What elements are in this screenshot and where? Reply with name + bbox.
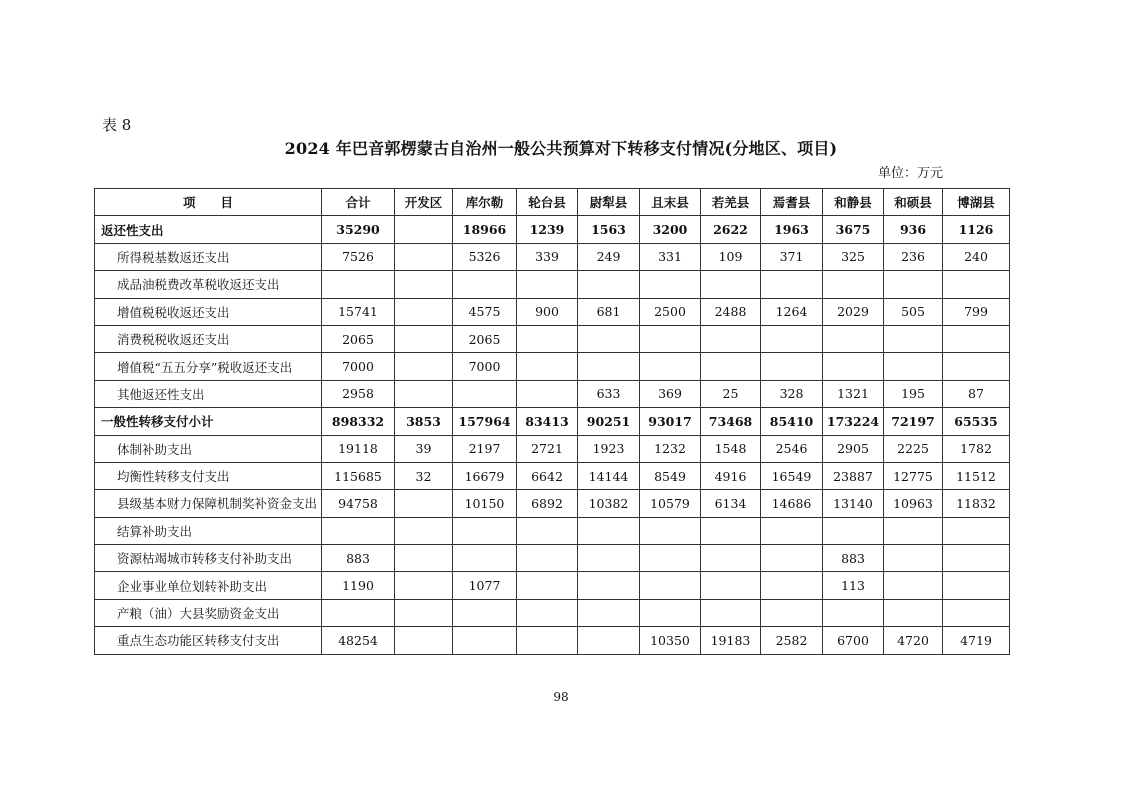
table-cell: 339: [517, 243, 578, 270]
table-cell: 93017: [640, 408, 701, 435]
table-cell: [578, 627, 640, 654]
table-row: [95, 517, 1010, 544]
row-label: 结算补助支出: [95, 517, 322, 544]
table-cell: 2065: [453, 325, 517, 352]
table-row: [95, 435, 1010, 462]
table-cell: [701, 325, 761, 352]
column-header: 焉耆县: [761, 189, 823, 216]
table-cell: 1321: [823, 380, 884, 407]
table-cell: [761, 572, 823, 599]
table-cell: [578, 545, 640, 572]
table-row: [95, 298, 1010, 325]
table-cell: 48254: [322, 627, 395, 654]
table-cell: 7526: [322, 243, 395, 270]
table-cell: 65535: [943, 408, 1010, 435]
table-cell: 195: [884, 380, 943, 407]
table-cell: [453, 599, 517, 626]
row-label: 成品油税费改革税收返还支出: [95, 271, 322, 298]
table-cell: 936: [884, 216, 943, 243]
table-cell: 7000: [322, 353, 395, 380]
table-cell: [701, 572, 761, 599]
table-cell: [578, 353, 640, 380]
table-cell: 2029: [823, 298, 884, 325]
table-row: [95, 572, 1010, 599]
row-label: 消费税税收返还支出: [95, 325, 322, 352]
table-cell: [761, 599, 823, 626]
table-cell: 83413: [517, 408, 578, 435]
table-row: [95, 353, 1010, 380]
table-cell: [884, 325, 943, 352]
table-cell: [823, 325, 884, 352]
table-cell: [943, 353, 1010, 380]
table-row: [95, 408, 1010, 435]
table-cell: 19183: [701, 627, 761, 654]
table-label: 表 8: [102, 116, 132, 134]
table-cell: 900: [517, 298, 578, 325]
table-row: [95, 627, 1010, 654]
table-cell: [395, 517, 453, 544]
table-cell: 681: [578, 298, 640, 325]
table-row: [95, 490, 1010, 517]
table-cell: [823, 271, 884, 298]
table-cell: 8549: [640, 462, 701, 489]
table-cell: 4720: [884, 627, 943, 654]
row-label: 县级基本财力保障机制奖补资金支出: [95, 490, 322, 517]
table-cell: 2488: [701, 298, 761, 325]
table-cell: 18966: [453, 216, 517, 243]
table-cell: 633: [578, 380, 640, 407]
table-cell: [761, 325, 823, 352]
table-cell: 2197: [453, 435, 517, 462]
table-row: [95, 462, 1010, 489]
table-cell: 12775: [884, 462, 943, 489]
table-cell: 3853: [395, 408, 453, 435]
table-cell: 1232: [640, 435, 701, 462]
table-cell: [884, 353, 943, 380]
table-cell: [322, 599, 395, 626]
table-cell: 14686: [761, 490, 823, 517]
table-cell: 173224: [823, 408, 884, 435]
table-cell: 14144: [578, 462, 640, 489]
table-cell: 249: [578, 243, 640, 270]
table-cell: 1563: [578, 216, 640, 243]
table-cell: 72197: [884, 408, 943, 435]
table-cell: [395, 490, 453, 517]
table-cell: 3675: [823, 216, 884, 243]
table-cell: 157964: [453, 408, 517, 435]
table-cell: 1239: [517, 216, 578, 243]
table-cell: [884, 599, 943, 626]
table-cell: 1190: [322, 572, 395, 599]
table-cell: [701, 599, 761, 626]
table-cell: [517, 517, 578, 544]
table-cell: [701, 517, 761, 544]
table-cell: [322, 517, 395, 544]
table-cell: [395, 380, 453, 407]
table-cell: [943, 572, 1010, 599]
table-cell: [453, 627, 517, 654]
table-cell: 11832: [943, 490, 1010, 517]
table-cell: 1126: [943, 216, 1010, 243]
table-cell: [640, 599, 701, 626]
table-cell: [701, 271, 761, 298]
table-cell: [453, 517, 517, 544]
table-cell: 3200: [640, 216, 701, 243]
row-label: 体制补助支出: [95, 435, 322, 462]
page-number: 98: [553, 690, 569, 704]
table-cell: [517, 271, 578, 298]
table-cell: 325: [823, 243, 884, 270]
table-cell: 236: [884, 243, 943, 270]
table-cell: [943, 517, 1010, 544]
table-row: [95, 380, 1010, 407]
table-cell: 113: [823, 572, 884, 599]
table-cell: 23887: [823, 462, 884, 489]
unit-label: 单位：万元: [878, 166, 944, 181]
table-cell: [578, 599, 640, 626]
table-cell: 2500: [640, 298, 701, 325]
table-cell: [395, 572, 453, 599]
table-cell: [640, 572, 701, 599]
table-cell: [640, 325, 701, 352]
table-cell: 5326: [453, 243, 517, 270]
table-cell: [322, 271, 395, 298]
table-cell: 32: [395, 462, 453, 489]
row-label: 返还性支出: [95, 216, 322, 243]
table-row: [95, 216, 1010, 243]
table-cell: [761, 353, 823, 380]
table-cell: 2622: [701, 216, 761, 243]
table-cell: [884, 271, 943, 298]
table-header-row: [95, 189, 1010, 216]
table-cell: [517, 627, 578, 654]
table-cell: [943, 325, 1010, 352]
table-cell: 10382: [578, 490, 640, 517]
table-cell: 2958: [322, 380, 395, 407]
table-cell: 35290: [322, 216, 395, 243]
table-cell: [395, 599, 453, 626]
table-cell: 73468: [701, 408, 761, 435]
column-header: 轮台县: [517, 189, 578, 216]
table-cell: 331: [640, 243, 701, 270]
table-cell: [884, 572, 943, 599]
table-cell: 4575: [453, 298, 517, 325]
row-label: 增值税税收返还支出: [95, 298, 322, 325]
table-cell: 94758: [322, 490, 395, 517]
row-label: 均衡性转移支付支出: [95, 462, 322, 489]
table-row: [95, 599, 1010, 626]
table-cell: [395, 545, 453, 572]
table-cell: 10150: [453, 490, 517, 517]
column-header: 且末县: [640, 189, 701, 216]
table-cell: [453, 545, 517, 572]
table-row: [95, 271, 1010, 298]
table-cell: 109: [701, 243, 761, 270]
table-cell: 16549: [761, 462, 823, 489]
table-cell: 1923: [578, 435, 640, 462]
table-cell: 2225: [884, 435, 943, 462]
table-cell: 16679: [453, 462, 517, 489]
table-cell: 13140: [823, 490, 884, 517]
table-cell: 39: [395, 435, 453, 462]
table-cell: 799: [943, 298, 1010, 325]
table-cell: 90251: [578, 408, 640, 435]
table-cell: 1782: [943, 435, 1010, 462]
table-cell: [517, 599, 578, 626]
table-cell: [701, 353, 761, 380]
table-cell: [517, 545, 578, 572]
table-cell: [517, 325, 578, 352]
table-cell: [640, 517, 701, 544]
table-cell: 87: [943, 380, 1010, 407]
table-cell: [453, 271, 517, 298]
table-cell: [395, 243, 453, 270]
table-cell: [884, 545, 943, 572]
table-cell: [578, 271, 640, 298]
table-cell: 369: [640, 380, 701, 407]
row-label: 企业事业单位划转补助支出: [95, 572, 322, 599]
table-cell: [640, 271, 701, 298]
row-label: 资源枯竭城市转移支付补助支出: [95, 545, 322, 572]
table-cell: [517, 380, 578, 407]
table-cell: 2582: [761, 627, 823, 654]
table-cell: 7000: [453, 353, 517, 380]
table-cell: 1548: [701, 435, 761, 462]
table-cell: 6700: [823, 627, 884, 654]
table-cell: 2065: [322, 325, 395, 352]
table-cell: [943, 545, 1010, 572]
table-cell: [517, 572, 578, 599]
table-cell: [395, 325, 453, 352]
column-header: 若羌县: [701, 189, 761, 216]
table-cell: 4916: [701, 462, 761, 489]
table-cell: [578, 572, 640, 599]
table-cell: 2905: [823, 435, 884, 462]
table-cell: 15741: [322, 298, 395, 325]
table-cell: [761, 545, 823, 572]
row-label: 一般性转移支付小计: [95, 408, 322, 435]
table-cell: 10963: [884, 490, 943, 517]
table-cell: 19118: [322, 435, 395, 462]
table-cell: [761, 271, 823, 298]
table-cell: 883: [823, 545, 884, 572]
row-label: 增值税“五五分享”税收返还支出: [95, 353, 322, 380]
table-cell: [395, 271, 453, 298]
table-cell: 6642: [517, 462, 578, 489]
page-title: 2024 年巴音郭楞蒙古自治州一般公共预算对下转移支付情况(分地区、项目): [284, 139, 838, 158]
table-row: [95, 325, 1010, 352]
table-cell: 2546: [761, 435, 823, 462]
table-cell: [823, 353, 884, 380]
table-cell: 883: [322, 545, 395, 572]
table-cell: [761, 517, 823, 544]
table-cell: [395, 353, 453, 380]
column-header: 合计: [322, 189, 395, 216]
table-cell: 1264: [761, 298, 823, 325]
column-header: 尉犁县: [578, 189, 640, 216]
column-header: 库尔勒: [453, 189, 517, 216]
table-cell: 505: [884, 298, 943, 325]
column-header-item: 项 目: [95, 189, 322, 216]
table-cell: [823, 517, 884, 544]
table-cell: [578, 325, 640, 352]
column-header: 和静县: [823, 189, 884, 216]
table-cell: [395, 216, 453, 243]
table-cell: 898332: [322, 408, 395, 435]
table-cell: 25: [701, 380, 761, 407]
table-cell: [884, 517, 943, 544]
table-cell: 85410: [761, 408, 823, 435]
table-cell: 115685: [322, 462, 395, 489]
row-label: 所得税基数返还支出: [95, 243, 322, 270]
table-cell: [640, 545, 701, 572]
table-cell: 10579: [640, 490, 701, 517]
table-row: [95, 545, 1010, 572]
table-cell: [517, 353, 578, 380]
column-header: 博湖县: [943, 189, 1010, 216]
row-label: 产粮（油）大县奖励资金支出: [95, 599, 322, 626]
table-cell: 1963: [761, 216, 823, 243]
table-cell: 6134: [701, 490, 761, 517]
table-cell: 1077: [453, 572, 517, 599]
table-cell: [395, 298, 453, 325]
row-label: 重点生态功能区转移支付支出: [95, 627, 322, 654]
table-cell: [943, 599, 1010, 626]
table-cell: [640, 353, 701, 380]
table-cell: [943, 271, 1010, 298]
table-cell: [395, 627, 453, 654]
transfer-payment-table: [94, 188, 1010, 655]
table-cell: [578, 517, 640, 544]
table-row: [95, 243, 1010, 270]
table-cell: 328: [761, 380, 823, 407]
column-header: 开发区: [395, 189, 453, 216]
table-cell: 240: [943, 243, 1010, 270]
table-cell: [453, 380, 517, 407]
table-cell: 4719: [943, 627, 1010, 654]
table-cell: 11512: [943, 462, 1010, 489]
table-cell: 2721: [517, 435, 578, 462]
table-cell: [823, 599, 884, 626]
table-cell: 10350: [640, 627, 701, 654]
table-cell: [701, 545, 761, 572]
table-cell: 371: [761, 243, 823, 270]
column-header: 和硕县: [884, 189, 943, 216]
table-cell: 6892: [517, 490, 578, 517]
row-label: 其他返还性支出: [95, 380, 322, 407]
